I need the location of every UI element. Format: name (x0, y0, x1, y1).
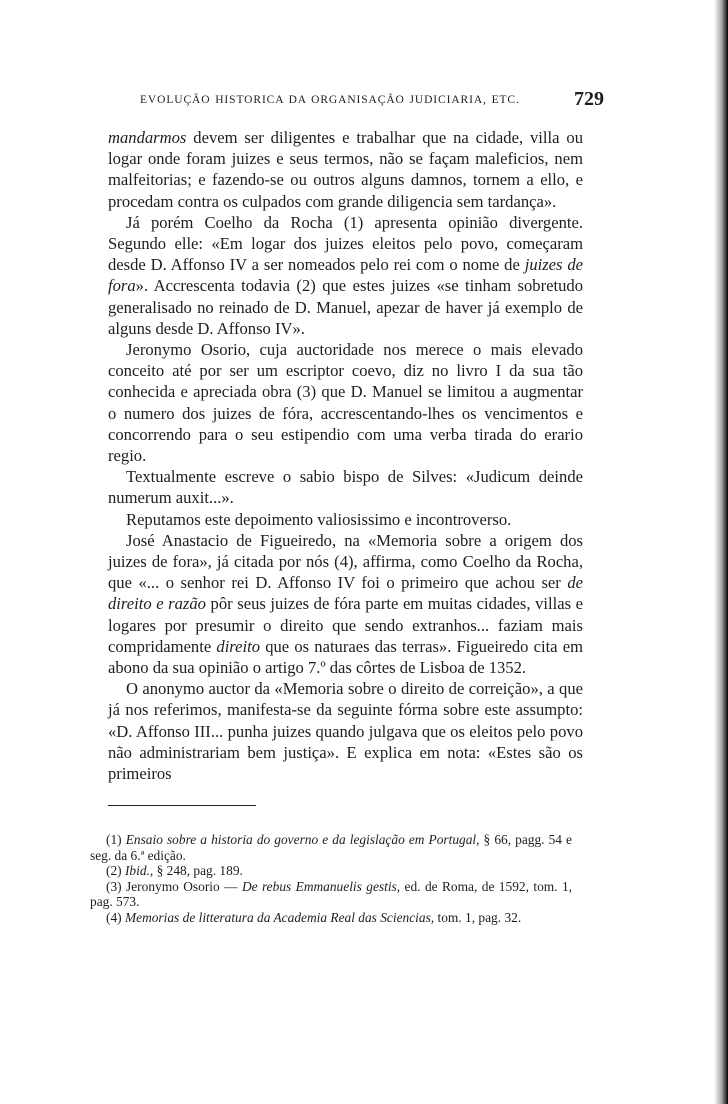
paragraph-text: devem ser diligentes e trabalhar que na cidade, villa ou logar onde foram juizes e seus termos, não se façam maleficios, nem malfeitorias; e fazendo-se ou outros alguns damnos, tornem a ello, e procedam contra os culpados com grande diligencia sem tardança». (108, 128, 583, 211)
footnote-title: Ibid., (124, 863, 154, 879)
footnote-text: ed. de Roma, de 1592, tom. 1, pag. 573. (90, 878, 572, 910)
footnote-number: (4) (106, 909, 125, 925)
paragraph-3: Jeronymo Osorio, cuja auctoridade nos merece o mais elevado conceito até por ser um escriptor coevo, diz no livro I da sua tão conhecida e apreciada obra (3) que D. Manuel se limitou a augmentar o numero dos juizes de fóra, accrescentando-lhes os vencimentos e concorrendo para o seu estipendio com uma verba tirada do erario regio. (108, 340, 583, 466)
footnote-title: Memorias de litteratura da Academia Real das Sciencias, (124, 909, 435, 925)
paragraph-text: que os naturaes das terras». Figueiredo cita em abono da sua opinião o artigo 7.º das côrtes de Lisboa de 1352. (108, 636, 583, 678)
paragraph-text: pôr seus juizes de fóra parte em muitas cidades, villas e logares por presumir o direito que sendo extranhos... faziam mais compridamente (108, 594, 583, 656)
footnote-1 (90, 832, 572, 863)
footnote-divider (108, 805, 256, 806)
footnotes (90, 832, 572, 926)
paragraph-text: Já porém Coelho da Rocha (1) apresenta opinião divergente. Segundo elle: «Em logar dos juizes eleitos pelo povo, começaram desde D. Affonso IV a ser nomeados pelo rei com o nome de (108, 212, 583, 275)
italic-term: direito (216, 636, 261, 656)
footnote-title: Ensaio sobre a historia do governo e da legislação em Portugal, (125, 832, 480, 847)
paragraph-6 (108, 530, 583, 678)
italic-term: juizes de fora (108, 255, 584, 296)
footnote-text: tom. 1, pag. 32. (434, 909, 522, 925)
footnote-3 (90, 879, 572, 910)
footnote-text: § 248, pag. 189. (153, 863, 243, 879)
paragraph-2 (108, 212, 583, 339)
paragraph-7: O anonymo auctor da «Memoria sobre o direito de correição», a que já nos referimos, manifesta-se da seguinte fórma sobre este assumpto: «D. Affonso III... punha juizes quando julgava que os eleitos pelo povo não administrariam bem justiça». E explica em nota: «Estes são os primeiros (108, 679, 583, 784)
page-header (128, 88, 604, 116)
italic-term: mandarmos (108, 128, 187, 147)
footnote-number: (1) (106, 832, 126, 847)
body-text (108, 127, 583, 784)
footnote-text: § 66, pagg. 54 e seg. da 6.ª edição. (90, 832, 573, 863)
footnote-text: (3) Jeronymo Osorio — (106, 878, 242, 894)
paragraph-text: José Anastacio de Figueiredo, na «Memoria sobre a origem dos juizes de fora», já citada por nós (4), affirma, como Coelho da Rocha, que «... o senhor rei D. Affonso IV foi o primeiro que achou ser (108, 530, 583, 593)
page-number: 729 (574, 88, 604, 110)
footnote-number: (2) (106, 863, 125, 879)
paragraph-4: Textualmente escreve o sabio bispo de Silves: «Judicum deinde numerum auxit...». (108, 467, 583, 508)
italic-term: de direito e razão (108, 573, 583, 614)
paragraph-5: Reputamos este depoimento valiosissimo e incontroverso. (126, 509, 512, 529)
page-edge-shadow (714, 0, 728, 1104)
footnote-4 (90, 910, 572, 926)
running-head: EVOLUÇÃO HISTORICA DA ORGANISAÇÃO JUDICIARIA, ETC. (140, 94, 520, 106)
footnote-title: De rebus Emmanuelis gestis, (241, 878, 401, 894)
paragraph-1 (108, 127, 583, 212)
paragraph-text: ». Accrescenta todavia (2) que estes juizes «se tinham sobretudo generalisado no reinado de D. Manuel, apezar de haver já exemplo de alguns desde D. Affonso IV». (108, 276, 583, 338)
footnote-2 (90, 863, 572, 879)
